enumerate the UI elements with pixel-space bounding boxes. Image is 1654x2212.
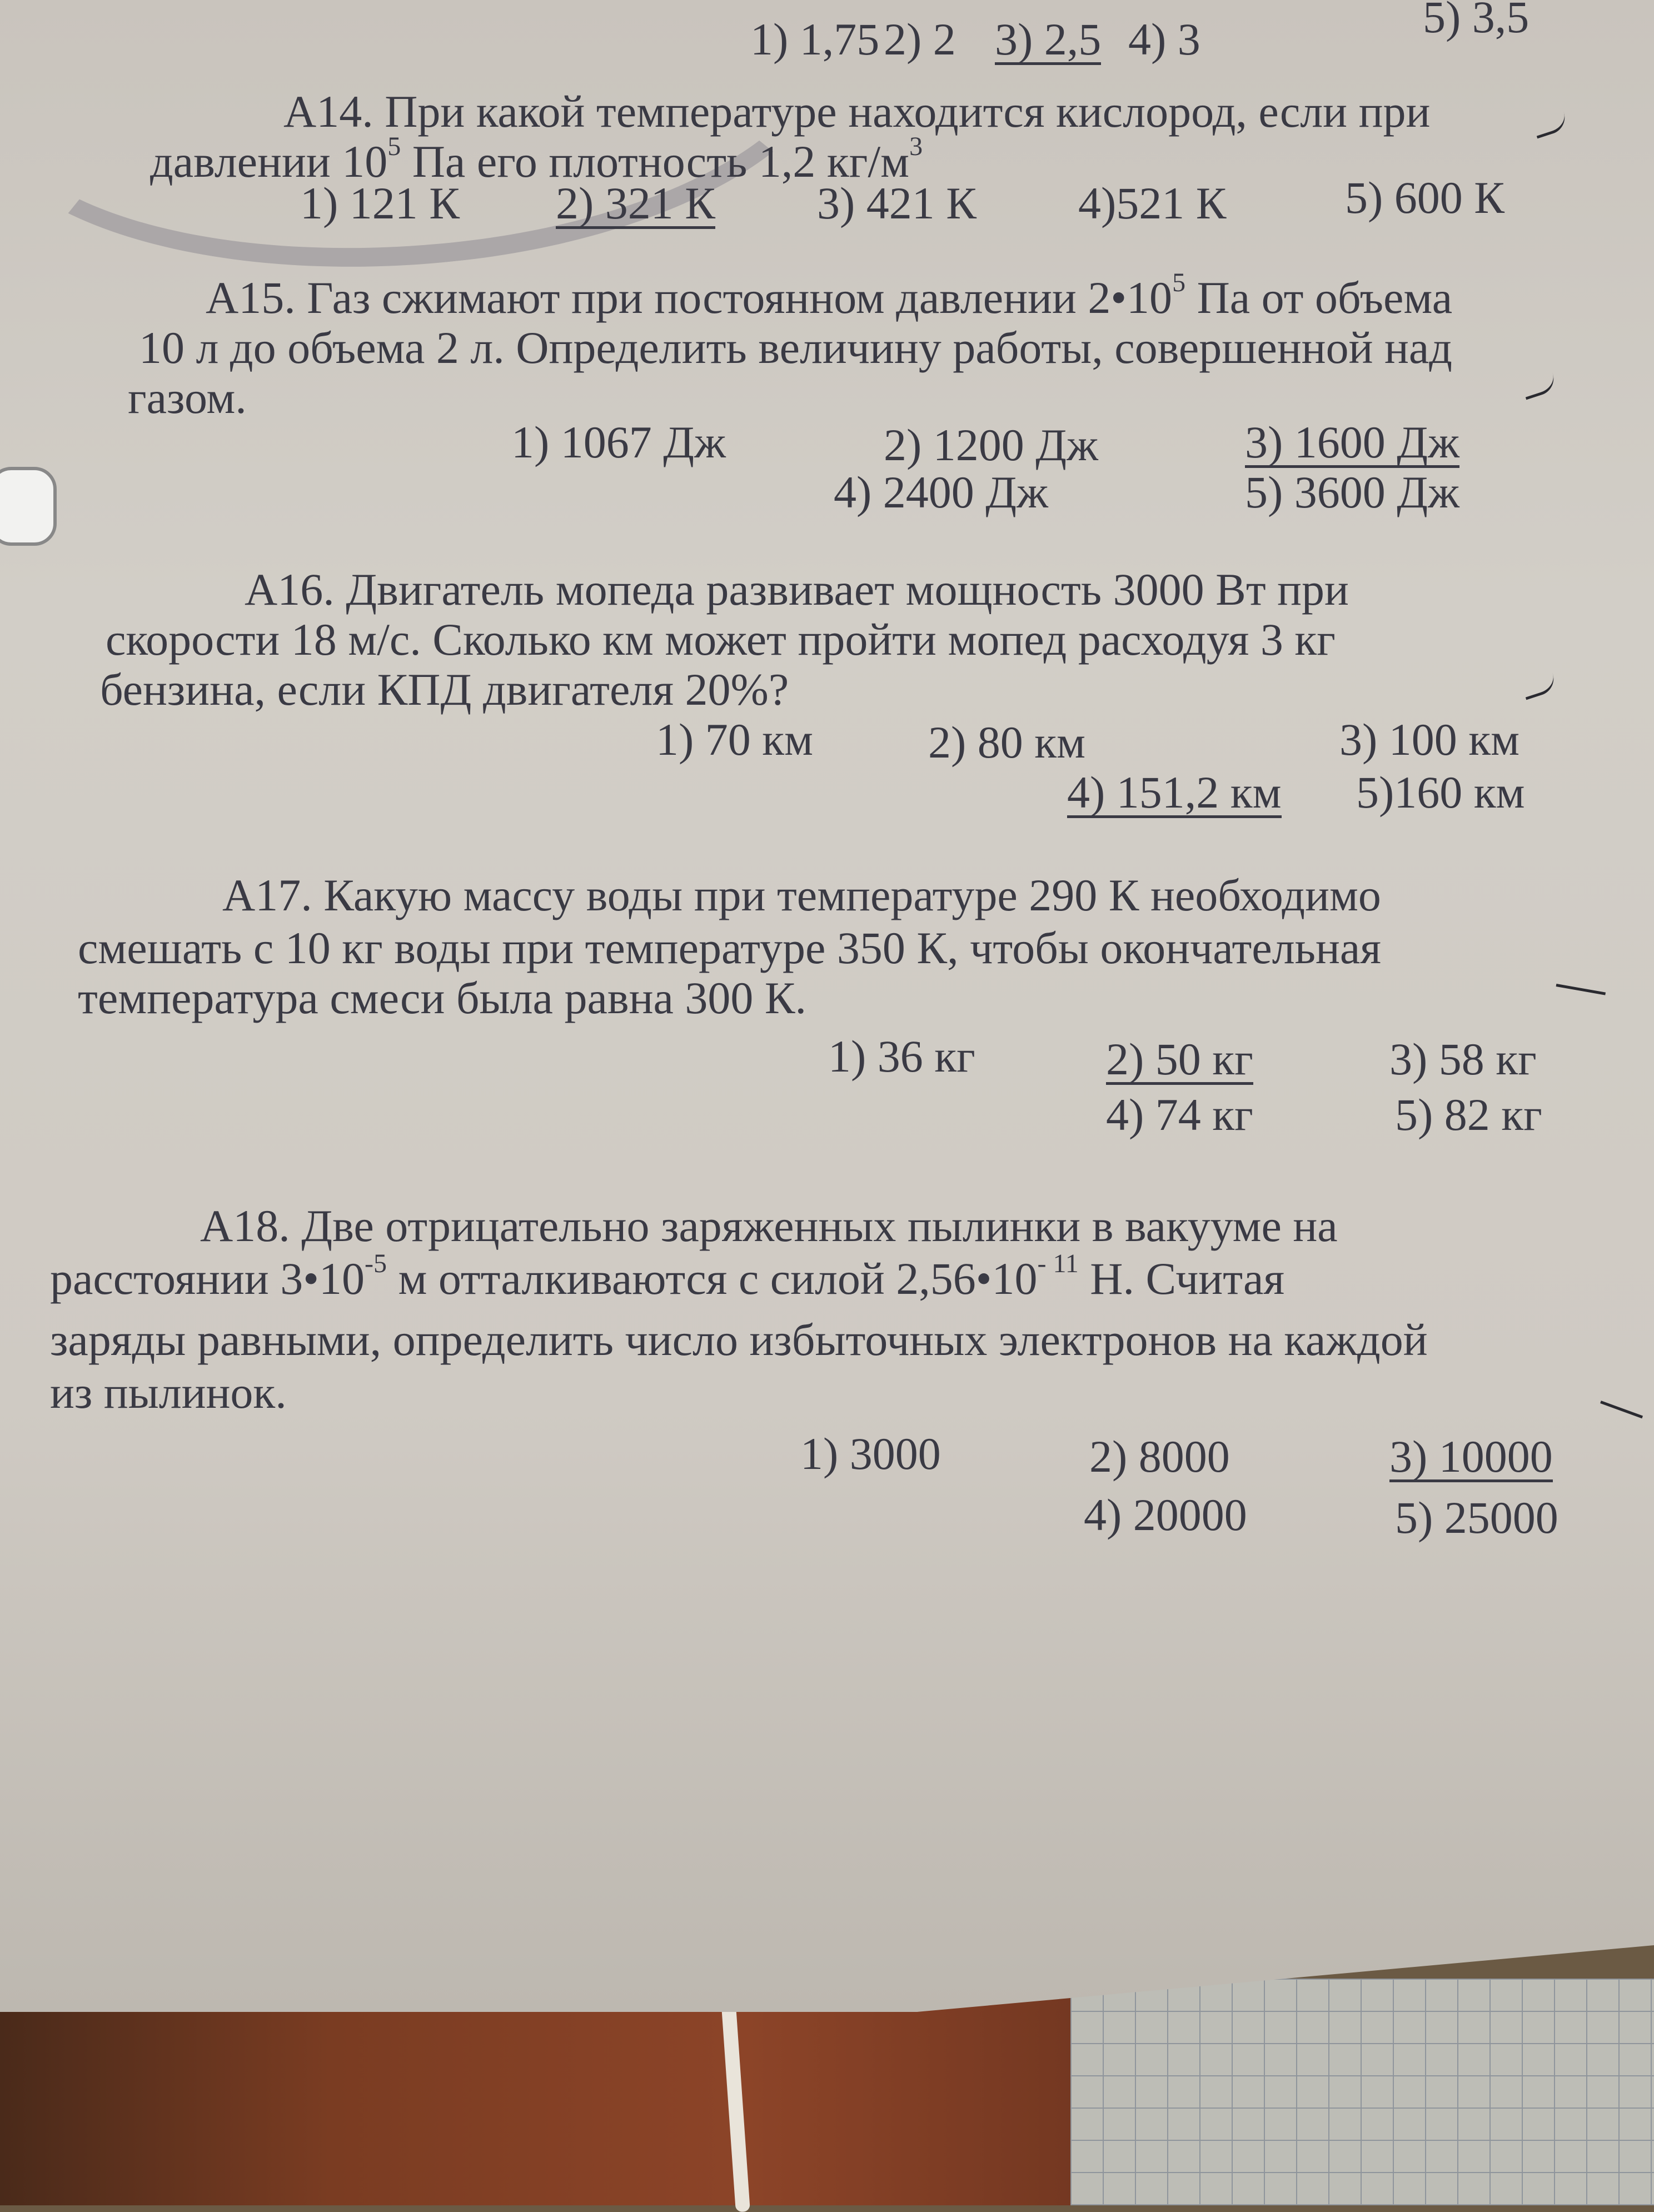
answer-option-marked: 4) 151,2 км [1067, 767, 1282, 818]
answer-option: 1) 121 К [300, 178, 460, 228]
answer-option: 2) 80 км [928, 717, 1086, 768]
answer-option-marked: 3) 1600 Дж [1245, 417, 1459, 467]
question-text: А15. Газ сжимают при постоянном давлении $2•10^5$ Па от объема [206, 268, 1453, 323]
question-text: давлении $10^5$ Па его плотность 1,2 $кг/м^3$ [150, 132, 923, 187]
answer-option: 1) 1,75 [750, 14, 880, 64]
answer-option: 4) 20000 [1084, 1489, 1247, 1540]
answer-option: 5) 3600 Дж [1245, 467, 1459, 517]
question-text: из пылинок. [50, 1367, 287, 1418]
answer-option: 2) 2 [884, 14, 956, 64]
answer-option: 5) 600 К [1345, 172, 1504, 223]
question-text: А18. Две отрицательно заряженных пылинки в вакууме на [200, 1200, 1338, 1251]
answer-option: 2) 1200 Дж [884, 420, 1098, 470]
answer-option: 4) 2400 Дж [834, 467, 1048, 517]
answer-option: 1) 3000 [800, 1428, 941, 1479]
answer-option: 3) 421 К [817, 178, 977, 228]
graph-paper-corner [1070, 1979, 1654, 2205]
answer-option: 4)521 К [1078, 178, 1227, 228]
answer-option: 5) 82 кг [1395, 1089, 1542, 1140]
answer-option: 1) 36 кг [828, 1031, 975, 1082]
question-text: скорости 18 м/с. Сколько км может пройти мопед расходуя 3 кг [106, 614, 1336, 665]
answer-option: 5) 25000 [1395, 1492, 1558, 1543]
pen-cap [0, 467, 57, 546]
question-text: А16. Двигатель мопеда развивает мощность 3000 Вт при [245, 564, 1349, 615]
question-text: расстоянии $3•10^{-5}$ м отталкиваются с силой $2,56•10^{- 11}$ Н. Считая [50, 1249, 1285, 1304]
question-text: смешать с 10 кг воды при температуре 350 К, чтобы окончательная [78, 923, 1382, 973]
answer-option: 2) 8000 [1089, 1431, 1230, 1482]
answer-option: 1) 1067 Дж [511, 417, 726, 467]
question-text: 10 л до объема 2 л. Определить величину работы, совершенной над [139, 322, 1452, 373]
answer-option-marked: 3) 2,5 [995, 14, 1102, 64]
question-text: А17. Какую массу воды при температуре 290 К необходимо [222, 870, 1381, 920]
answer-option-marked: 2) 50 кг [1106, 1034, 1253, 1084]
answer-option: 4) 3 [1128, 14, 1200, 64]
answer-option-marked: 3) 10000 [1389, 1431, 1553, 1482]
answer-option: 3) 100 км [1339, 714, 1520, 765]
answer-option: 5)160 км [1356, 767, 1525, 818]
answer-option-marked: 2) 321 К [556, 178, 715, 228]
answer-option: 5) 3,5 [1423, 0, 1530, 42]
answer-option: 3) 58 кг [1389, 1034, 1537, 1084]
question-text: газом. [128, 372, 247, 423]
answer-option: 4) 74 кг [1106, 1089, 1253, 1140]
question-text: заряды равными, определить число избыточных электронов на каждой [50, 1314, 1428, 1365]
question-text: температура смеси была равна 300 К. [78, 973, 807, 1023]
question-text: бензина, если КПД двигателя 20%? [100, 664, 789, 715]
answer-option: 1) 70 км [656, 714, 814, 765]
question-text: А14. При какой температуре находится кислород, если при [283, 86, 1431, 137]
